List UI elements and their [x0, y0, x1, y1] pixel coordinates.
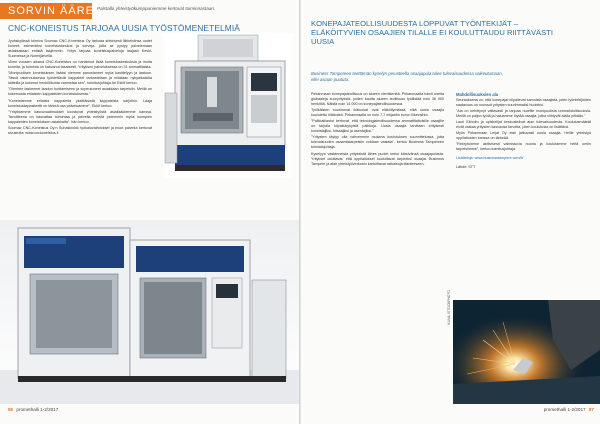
- article-column-2: [456, 92, 591, 171]
- right-page: [301, 0, 600, 424]
- article-lead: Business Tampereen teettämän kyselyn perusteella osaajapula tulee tulevaisuudessa vaikeutumaan, ellei asiaan puututa.: [311, 71, 503, 82]
- paragraph: "Olemme laskeneet laadun tuottamiseen ja sopeutuneet asiakkaan tarpeisiin. Meillä on kokemusta erilaisten kappaleiden koneistuksesta.": [8, 87, 152, 97]
- source-credit: Lähde: STT: [456, 164, 476, 169]
- page-number: 86: [8, 407, 14, 412]
- paragraph: Myös Pirkanmaan Leijat Oy etsii jatkuvasti uusia osaajia. Heille yhteistyö oppilaitosten kanssa on tärkeää.: [456, 131, 591, 141]
- paragraph: "Palkkatilastot kertovat, että teknologiateollisuudessa ammattitaitoisille osaajille on tarjolla kilpailukykyisiä palkkoja. Uusia osaajia tarvitaan erityisesti koneistajiksi, hitsaajiksi ja asentajiksi.": [311, 119, 444, 134]
- page-number: 87: [588, 407, 594, 412]
- paragraph: "Rekrytoimme aktiivisesti valmistuvia nuoria ja koulutamme heitä omiin tarpeisiimme", kertoo toimitusjohtaja.: [456, 142, 591, 152]
- paragraph: "Ala on kehittynyt valtavasti ja tarjoaa nuorille monipuolisia uramahdollisuuksia. Meillä on paljon työtä ja haluamme löytää osaajia, jotka viihtyvät alalla pitkään.": [456, 109, 591, 119]
- section-title: SORVIN ÄÄRESTÄ: [8, 5, 119, 17]
- machine-illustration: [0, 220, 299, 404]
- more-info-link[interactable]: Lisätietoja: www.businesstampere.com/fi/: [456, 155, 524, 160]
- machine-illustration: [163, 33, 293, 178]
- paragraph: Työikäisten suurimmat ikäluokat ovat eläköitymässä, eikä uusia osaajia koulutettu riittävästi. Pirkanmaalla on noin 7,7 miljardin euron liikevaihto.: [311, 108, 444, 118]
- magazine-name: promethalli 1-2/2017: [16, 407, 59, 412]
- page-folio-right: [544, 407, 594, 412]
- photo-credit: KUVA: ISTOCKPHOTO: [447, 290, 451, 325]
- paragraph: Jyväskylässä toimiva Soomac CNC-Koneistus Oy tarkoaa siirtoisesti liikkeisiinsa uudet koneet; esimerkiksi koneistuskeskus ja sorveja, joilla se pystyy palvelemaan asiakkaitaan entistä laajemmin. Yritys tarjoaa koneistuspalveluja laajasti Keski-Suomessa ja Nurmijärvellä.: [8, 39, 152, 59]
- page-folio-left: [8, 407, 58, 412]
- paragraph: "Monipuolisen koneistuksen lisäksi olemme panostaneet myös kasittelyyn ja laatuun. Tässä rakennuksessa työstettävät kappaleet tarkastetaan ja mitataan nykyaikaisilla laitteilla ja kokenut henkilökunta varmistaa sen", toimitusjohtaja Ari Eklöf kertoo.: [8, 71, 152, 86]
- paragraph: "Yritysten täytyy olla vahvemmin mukana koulutuksen suunnittelussa, jotta tulevaisuuden osaamistarpeisiin voidaan vastata", kertoo Business Tampereen toimialajohtaja.: [311, 135, 444, 150]
- section-subtitle: Palstalla yhteistyökumppaniemme kertovat toiminnastaan.: [97, 6, 216, 11]
- left-page: [0, 0, 299, 424]
- paragraph: "Koneistamme erilaisia kappaleita yksittäisistä kappaleista sarjoihin. Laaja koneistuskapasiteetti on tärkeä osa palveluamme", Eklöf kertoo.: [8, 98, 152, 108]
- paragraph: Viime vuosien aikana CNC-Koneistus on hankkinut lisää koneistuskeskuksia ja muita koneita, ja toiminta on kasvanut tasaisesti. Yrityksen palveluksessa on 31 ammattilaista.: [8, 60, 152, 70]
- welding-photo: [453, 300, 600, 404]
- machine-image-horizontal: [0, 220, 299, 404]
- paragraph: "Yrityksemme kasvuvaatimukset koostuvat yhteistyöstä asiakkaidemme kanssa. Tavoitteena on kasvattaa toimintaa ja palvella entistä paremmin myös isompien kappaleiden koneistuksen asiakkaita", hän kertoo.: [8, 109, 152, 124]
- article-column-1: [311, 92, 444, 168]
- article-headline-right: KONEPAJATEOLLISUUDESTA LOPPUVAT TYÖNTEKIJÄT – ELÄKÖITYVIEN OSAAJIEN TILALLE EI KOULUTTAUDU RIITTÄVÄSTI UUSIA: [311, 19, 553, 46]
- magazine-name: promethalli 1-2/2017: [543, 407, 586, 412]
- paragraph: Seurauksena on, että konepajat kilpailevat samoista osaajista, joten työntekijöiden saatavuus on noussut yritysten suurimmaksi huoleksi.: [456, 98, 591, 108]
- machine-image-vertical: [163, 33, 293, 178]
- welding-illustration: [453, 300, 600, 404]
- article-headline-left: CNC-KONEISTUS TARJOAA UUSIA TYÖSTÖMENETELMIÄ: [8, 23, 240, 33]
- contact-note: Soomac CNC-Koneistus Oy:n Suhaskioluk työkaluvaihdokset ja muut palvelut kertovat sivustolta: www.cnckoneistus.fi: [8, 125, 152, 135]
- paragraph: Pirkanmaan konepajateollisuus on alueen vientikenttä. Pirkanmaalla toimii useita globaaleja suuryrityksiä, joiden kautta alueen teollisuus työllistää noin 36 000 henkilöä. Näistä noin 14 000 on konepajateollisuudessa.: [311, 92, 444, 107]
- subheading: Mahdollisuuksien ala: [456, 92, 499, 97]
- paragraph: Kyselyyn vastanneista yrityksistä lähes puolet kertoi kärsivänsä osaajapulasta. Yritykset odottavat, että oppilaitokset kouluttavat tarpeeksi osaajia. Business Tampere ja alan yhteistyöverkosto kartoittavat ratkaisuja tilanteeseen.: [311, 151, 444, 166]
- article-body-left: [8, 39, 152, 137]
- paragraph: Lauri Ekholm ja opiskelijat keskustelivat alan tulevaisuudesta. Koulutusmäärät eivät vastaa yritysten kasvavaa tarvetta, joten koulutusta on lisättävä.: [456, 120, 591, 130]
